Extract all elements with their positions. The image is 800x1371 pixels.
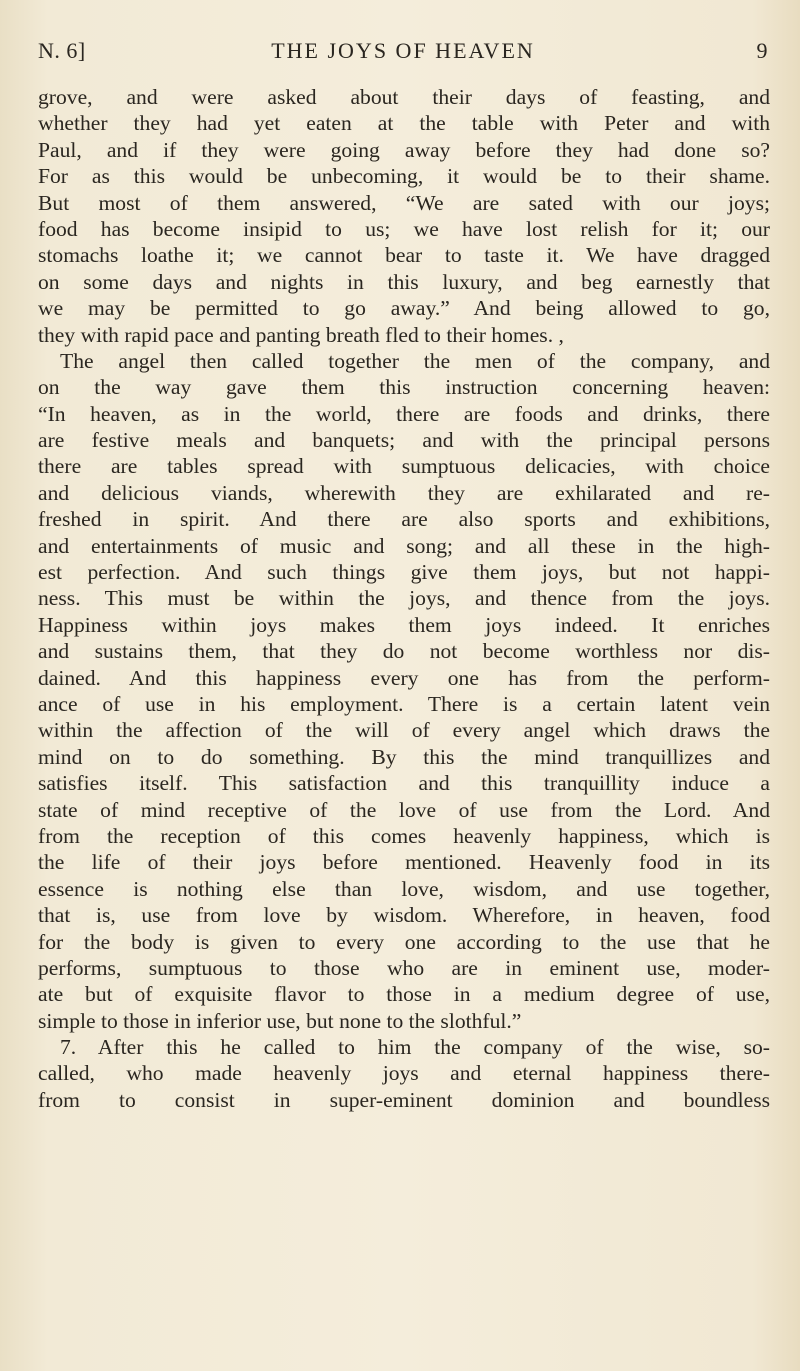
text-line: performs, sumptuous to those who are in eminent use, moder- <box>38 955 770 980</box>
text-line: whether they had yet eaten at the table with Peter and with <box>38 111 770 136</box>
running-title: THE JOYS OF HEAVEN <box>271 38 535 63</box>
text-line: stomachs loathe it; we cannot bear to taste it. We have dragged <box>38 243 770 268</box>
text-line: within the affection of the will of every angel which draws the <box>38 718 770 743</box>
text-line: on the way gave them this instruction concerning heaven: <box>38 375 770 400</box>
text-line: But most of them answered, “We are sated with our joys; <box>38 190 770 215</box>
text-line: called, who made heavenly joys and eternal happiness there- <box>38 1061 770 1086</box>
text-line: there are tables spread with sumptuous delicacies, with choice <box>38 454 770 479</box>
text-line: from to consist in super-eminent dominion and boundless <box>38 1087 770 1112</box>
text-line: and sustains them, that they do not become worthless nor dis- <box>38 639 770 664</box>
text-line: we may be permitted to go away.” And being allowed to go, <box>38 296 770 321</box>
text-line: “In heaven, as in the world, there are foods and drinks, there <box>38 401 770 426</box>
text-line: ate but of exquisite flavor to those in a medium degree of use, <box>38 982 770 1007</box>
text-line: state of mind receptive of the love of use from the Lord. And <box>38 797 770 822</box>
text-line: The angel then called together the men of the company, and <box>60 348 770 373</box>
text-line: For as this would be unbecoming, it would be to their shame. <box>38 164 770 189</box>
text-line: satisfies itself. This satisfaction and this tranquillity induce a <box>38 771 770 796</box>
text-line: the life of their joys before mentioned. Heavenly food in its <box>38 850 770 875</box>
text-line: and entertainments of music and song; and all these in the high- <box>38 533 770 558</box>
text-line: and delicious viands, wherewith they are exhilarated and re- <box>38 480 770 505</box>
section-number: N. 6] <box>38 38 86 63</box>
text-line: Happiness within joys makes them joys indeed. It enriches <box>38 612 770 637</box>
text-line: on some days and nights in this luxury, and beg earnestly that <box>38 269 770 294</box>
page-number: 9 <box>756 38 768 63</box>
text-line: Paul, and if they were going away before they had done so? <box>38 137 770 162</box>
body-text <box>38 84 770 1113</box>
text-line: ness. This must be within the joys, and thence from the joys. <box>38 586 770 611</box>
text-line: est perfection. And such things give them joys, but not happi- <box>38 560 770 585</box>
text-line: freshed in spirit. And there are also sports and exhibitions, <box>38 507 770 532</box>
text-line: for the body is given to every one according to the use that he <box>38 929 770 954</box>
text-line: from the reception of this comes heavenly happiness, which is <box>38 823 770 848</box>
text-line: 7. After this he called to him the company of the wise, so- <box>60 1035 770 1060</box>
text-line: dained. And this happiness every one has from the perform- <box>38 665 770 690</box>
text-line: that is, use from love by wisdom. Wherefore, in heaven, food <box>38 903 770 928</box>
text-line: essence is nothing else than love, wisdom, and use together, <box>38 876 770 901</box>
running-header <box>38 38 768 68</box>
text-line: they with rapid pace and panting breath fled to their homes. , <box>38 322 564 347</box>
text-line: grove, and were asked about their days of feasting, and <box>38 85 770 109</box>
text-line: food has become insipid to us; we have lost relish for it; our <box>38 216 770 241</box>
text-line: simple to those in inferior use, but none to the slothful.” <box>38 1008 522 1033</box>
text-line: ance of use in his employment. There is a certain latent vein <box>38 691 770 716</box>
text-line: mind on to do something. By this the mind tranquillizes and <box>38 744 770 769</box>
text-line: are festive meals and banquets; and with the principal persons <box>38 428 770 453</box>
